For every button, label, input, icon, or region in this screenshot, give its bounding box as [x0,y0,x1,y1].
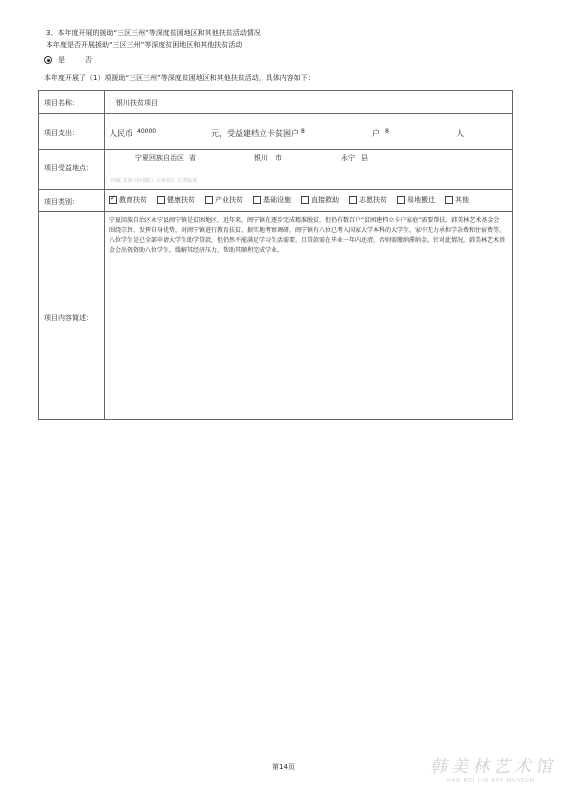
category-volunteer[interactable]: 志愿扶贫 [349,195,387,205]
category-other[interactable]: 其他 [445,195,469,205]
category-options [109,195,469,205]
household-unit: 户 [372,129,380,138]
county-suffix: 县 [361,154,368,162]
question-text: 本年度是否开展援助“三区三州”等深度贫困地区和其他扶贫活动 [46,41,243,49]
checkbox-icon[interactable] [253,196,261,204]
checkbox-checked-icon[interactable] [109,196,117,204]
category-health[interactable]: 健康扶贫 [157,195,195,205]
category-label: 项目类别： [44,198,79,206]
category-infrastructure[interactable]: 基础设施 [253,195,291,205]
location-label: 项目受益地点： [44,164,93,172]
category-education[interactable]: ✓ 教育扶贫 [109,195,147,205]
person-unit: 人 [456,129,464,138]
project-form-table [38,90,513,420]
museum-watermark-subtitle: HAN MEI LIN ART MUSEUM [447,778,536,784]
row-divider [39,113,512,114]
museum-watermark: 韩美林艺术馆 [430,757,556,777]
radio-no-label[interactable]: 否 [85,56,92,64]
row-divider [39,211,512,212]
checkbox-icon[interactable] [157,196,165,204]
checkbox-icon[interactable] [349,196,357,204]
summary-line: 本年度开展了（1）项援助“三区三州”等深度贫困地区和其他扶贫活动，具体内容如下： [44,74,315,82]
category-industry[interactable]: 产业扶贫 [205,195,243,205]
category-relocation[interactable]: 易地搬迁 [397,195,435,205]
row-divider [39,189,512,190]
checkbox-icon[interactable] [205,196,213,204]
label-column-divider [104,91,105,419]
households-value[interactable]: 8 [301,128,305,135]
city-suffix: 市 [275,154,282,162]
radio-yes[interactable] [44,56,52,64]
radio-selected-dot [47,59,50,62]
faded-printed-line: 西藏 青海 四川藏区 云南怒江 甘肃临夏 [111,178,198,184]
city-value[interactable]: 银川 [254,154,268,162]
radio-yes-label: 是 [58,56,65,64]
checkbox-icon[interactable] [301,196,309,204]
category-direct-aid[interactable]: 直接救助 [301,195,339,205]
currency-label: 人民币 [109,129,133,138]
section-title: 3、本年度开展的援助“三区三州”等深度贫困地区和其他扶贫活动情况 [46,29,261,37]
checkbox-icon[interactable] [397,196,405,204]
checkbox-icon[interactable] [445,196,453,204]
project-expense-label: 项目支出： [44,129,79,137]
project-name-value[interactable]: 银川扶贫项目 [116,99,158,107]
province-suffix: 省 [189,154,196,162]
page-number: 第14页 [272,763,295,771]
county-value[interactable]: 永宁 [341,154,355,162]
yuan-beneficiary-text: 元，受益建档立卡贫困户 [211,129,299,138]
persons-value[interactable]: 8 [385,128,389,135]
project-name-label: 项目名称： [44,99,79,107]
province-value[interactable]: 宁夏回族自治区 [135,154,184,162]
description-label: 项目内容简述： [44,314,93,322]
amount-value[interactable]: 40000 [137,128,157,135]
row-divider [39,149,512,150]
yes-no-radio-group [44,55,106,65]
description-text[interactable]: 宁夏回族自治区永宁县闽宁镇是贫困地区，近年来，闽宁镇在逐步完成精准脱贫，但仍有数百户“贫困建档立卡户家庭”需要帮扶。韩美林艺术基金会围绕宗旨、发挥自身优势，对闽宁镇进行教育扶贫。据实地考察调研，闽宁镇有八位已考入国家大学本科的大学生，家中无力承担学杂费和住宿费等，八位学生是已全部申请大学生助学贷款，但仍然不能满足学习生活需要，且贷款需在毕业一年内还清，否则需缴纳滞纳金。针对此情况，韩美林艺术基金会出资资助八位学生，缓解其经济压力，帮助其顺利完成学业。 [109,217,506,254]
